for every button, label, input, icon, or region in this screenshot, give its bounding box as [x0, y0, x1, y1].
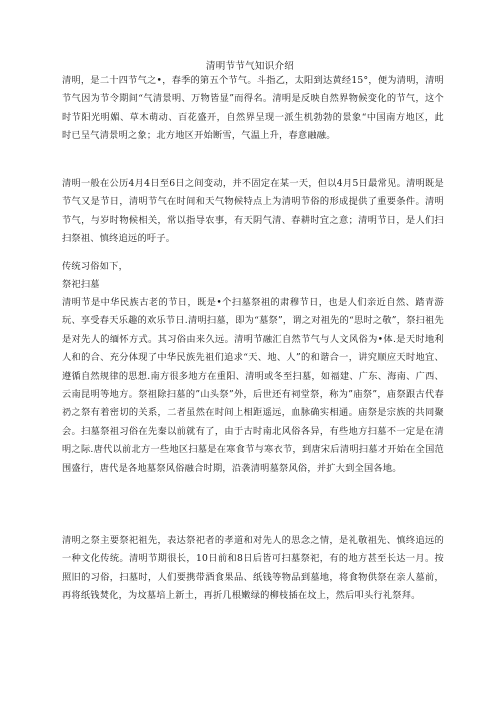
ancestor-worship-paragraph: 清明之祭主要祭祀祖先，表达祭祀者的孝道和对先人的思念之情，是礼敬祖先、慎终追远的一种文化传统。清明节期很长，10日前和8日后皆可扫墓祭祀，有的地方甚至长达一月。按照旧的习俗，扫墓时，人们要携带酒食果品、纸钱等物品到墓地，将食物供祭在亲人墓前，再将纸钱焚化，为坟墓培上新土，再折几根嫩绿的柳枝插在坟上，然后叩头行礼祭拜。	[62, 535, 444, 602]
customs-heading: 传统习俗如下，	[62, 261, 129, 272]
document-title: 清明节节气知识介绍	[205, 61, 295, 72]
date-paragraph: 清明一般在公历4月4日至6日之间变动，并不固定在某一天，但以4月5日最常见。清明既是节气又是节日，清明节气在时间和天气物候特点上为清明节俗的形成提供了重要条件。清明节气，与岁时物候相关，常以指导农事，有天阴气清、春耕时宜之意；清明节日，是人们扫扫祭祖、慎终追远的吁子。	[62, 178, 444, 245]
intro-paragraph: 清明，是二十四节气之•，春季的第五个节气。斗指乙，太阳到达黄经15°，便为清明，清明节气因为节令期间“气清景明、万物皆显”而得名。清明是反映自然界物候变化的节气，这个时节阳光明媚、草木萌动、百花盛开，自然界呈现一派生机勃勃的景象“中国南方地区，此时已呈气清景明之象；北方地区开始断雪，气温上升，春意融融。	[62, 75, 444, 142]
section-heading-tomb-sweeping: 祭祀扫墓	[62, 279, 100, 290]
tomb-sweeping-paragraph: 清明节是中华民族古老的节日，既是•个扫墓祭祖的肃穆节日，也是人们亲近自然、踏青游玩、享受春天乐趣的欢乐节日.清明扫墓，即为“墓祭”，谓之对祖先的“思时之敬”，祭扫祖先是对先人的缅怀方式。其习俗由来久远。清明节融汇自然节气与人文风俗为•体.是天时地利人和的合、充分体现了中华民族先祖们追求“天、地、人”的和谐合一，讲究顺应天时地宜、遵循自然规律的思想.南方很多地方在重阳、清明或冬至扫墓，如福建、广东、海南、广西、云南昆明等地方。祭祖除扫墓的”山头祭”外，后世还有祠堂祭，称为”庙祭”，庙祭跟古代春礽之祭有着密切的关系，二者虽然在时间上相距遥远，血脉确实相通。庙祭是宗族的共同聚会。扫墓祭祖习俗在先秦以前就有了，由于古时南北风俗各异，有些地方扫墓不一定是在清明之际.唐代以前北方一些地区扫墓是在寒食节与寒衣节，到唐宋后清明扫墓才开始在全国范围盛行，唐代是各地墓祭风俗融合时期，沿袭清明墓祭风俗，并扩大到全国各地。	[62, 297, 444, 474]
